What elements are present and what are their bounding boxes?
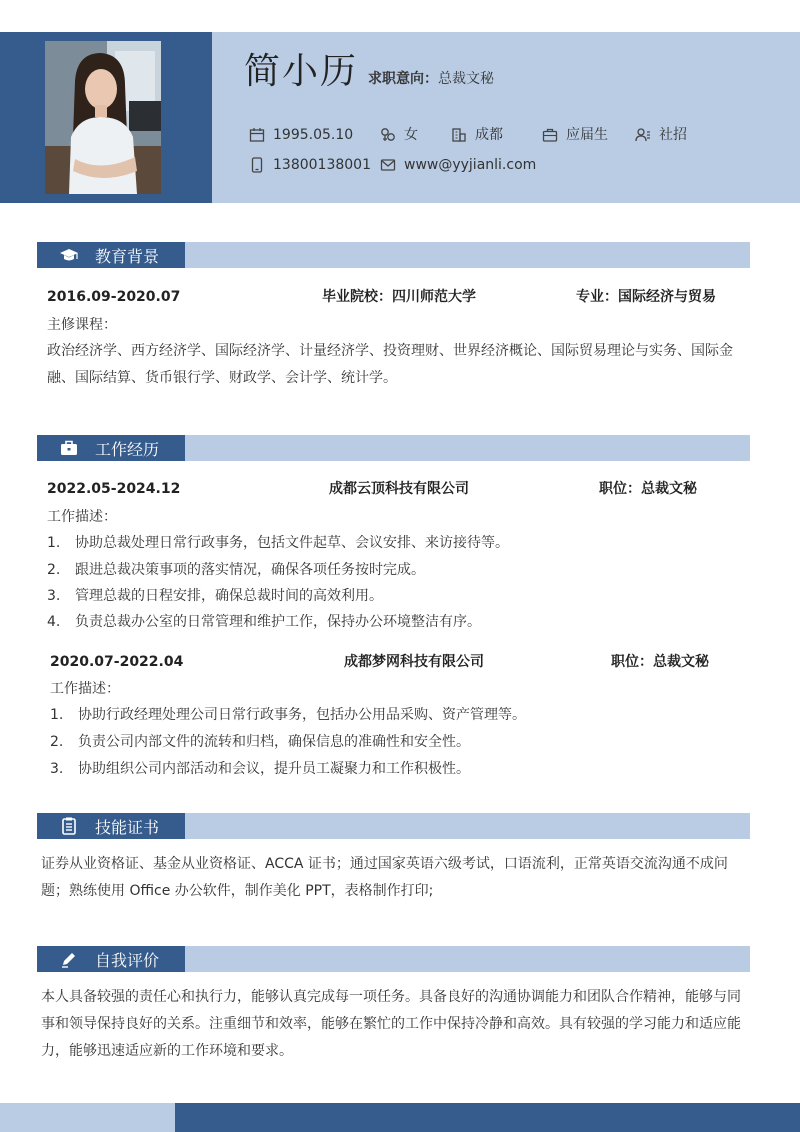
briefcase-icon xyxy=(59,438,79,458)
profile-photo-illustration xyxy=(45,41,161,194)
job-2-desc-label: 工作描述： xyxy=(50,681,120,697)
phone-value: 13800138001 xyxy=(273,157,371,173)
section-education-title: 教育背景 xyxy=(95,246,160,266)
job-2-company: 成都梦网科技有限公司 xyxy=(344,654,484,670)
education-major: 专业：国际经济与贸易 xyxy=(576,289,716,305)
recruit-value: 社招 xyxy=(659,127,687,143)
city-value: 成都 xyxy=(475,127,503,143)
status-value: 应届生 xyxy=(566,127,608,143)
section-education-tag xyxy=(37,242,185,268)
calendar-icon xyxy=(249,127,265,143)
section-work-tag xyxy=(37,435,185,461)
email-value: www@yyjianli.com xyxy=(404,157,537,173)
email-info xyxy=(380,155,536,175)
job-2-item: 1. 协助行政经理处理公司日常行政事务，包括办公用品采购、资产管理等。 xyxy=(50,707,526,723)
footer-light-bar xyxy=(0,1103,175,1132)
profile-photo xyxy=(45,41,161,194)
footer-dark-bar xyxy=(175,1103,800,1132)
section-work xyxy=(37,435,750,461)
city-info xyxy=(451,125,503,145)
phone-icon xyxy=(249,157,265,173)
clipboard-icon xyxy=(59,816,79,836)
job-1-item: 2. 跟进总裁决策事项的落实情况，确保各项任务按时完成。 xyxy=(47,562,425,578)
education-school: 毕业院校：四川师范大学 xyxy=(322,289,476,305)
job-intent xyxy=(368,69,494,89)
gender-icon xyxy=(380,127,396,143)
recruit-info xyxy=(635,125,687,145)
person-icon xyxy=(635,127,651,143)
briefcase-icon xyxy=(542,127,558,143)
section-skills xyxy=(37,813,750,839)
section-skills-title: 技能证书 xyxy=(95,817,160,837)
education-course-label: 主修课程： xyxy=(47,317,117,333)
job-1-item: 1. 协助总裁处理日常行政事务，包括文件起草、会议安排、来访接待等。 xyxy=(47,535,509,551)
building-icon xyxy=(451,127,467,143)
job-2-period: 2020.07-2022.04 xyxy=(50,654,184,670)
gender-value: 女 xyxy=(404,127,418,143)
job-intent-value: 总裁文秘 xyxy=(438,71,494,87)
skills-text: 证券从业资格证、基金从业资格证、ACCA 证书；通过国家英语六级考试，口语流利，正常英语交流沟通不成问题；熟练使用 Office 办公软件，制作美化 PPT，表格制作打印; xyxy=(41,856,728,899)
job-1-period: 2022.05-2024.12 xyxy=(47,481,181,497)
job-1-desc-label: 工作描述： xyxy=(47,509,117,525)
job-2-position: 职位：总裁文秘 xyxy=(611,654,709,670)
status-info xyxy=(542,125,608,145)
job-1-position: 职位：总裁文秘 xyxy=(599,481,697,497)
education-period: 2016.09-2020.07 xyxy=(47,289,181,305)
job-2-item: 3. 协助组织公司内部活动和会议，提升员工凝聚力和工作积极性。 xyxy=(50,761,470,777)
gender-info xyxy=(380,125,418,145)
birth-info xyxy=(249,125,353,145)
job-1-item: 4. 负责总裁办公室的日常管理和维护工作，保持办公环境整洁有序。 xyxy=(47,614,481,630)
birth-date: 1995.05.10 xyxy=(273,127,354,143)
job-1-item: 3. 管理总裁的日程安排，确保总裁时间的高效利用。 xyxy=(47,588,383,604)
section-self xyxy=(37,946,750,972)
job-intent-label: 求职意向： xyxy=(368,71,438,87)
mail-icon xyxy=(380,157,396,173)
graduation-cap-icon xyxy=(59,245,79,265)
pen-icon xyxy=(59,949,79,969)
self-text: 本人具备较强的责任心和执行力，能够认真完成每一项任务。具备良好的沟通协调能力和团队合作精神，能够与同事和领导保持良好的关系。注重细节和效率，能够在繁忙的工作中保持冷静和高效。具有较强的学习能力和适应能力，能够迅速适应新的工作环境和要求。 xyxy=(41,989,741,1059)
phone-info xyxy=(249,155,371,175)
job-2-item: 2. 负责公司内部文件的流转和归档，确保信息的准确性和安全性。 xyxy=(50,734,470,750)
section-self-title: 自我评价 xyxy=(95,950,160,970)
section-education xyxy=(37,242,750,268)
job-1-company: 成都云顶科技有限公司 xyxy=(329,481,469,497)
section-work-title: 工作经历 xyxy=(95,439,160,459)
education-courses: 政治经济学、西方经济学、国际经济学、计量经济学、投资理财、世界经济概论、国际贸易理论与实务、国际金融、国际结算、货币银行学、财政学、会计学、统计学。 xyxy=(47,343,733,386)
section-skills-tag xyxy=(37,813,185,839)
candidate-name: 简小历 xyxy=(244,51,359,92)
section-self-tag xyxy=(37,946,185,972)
